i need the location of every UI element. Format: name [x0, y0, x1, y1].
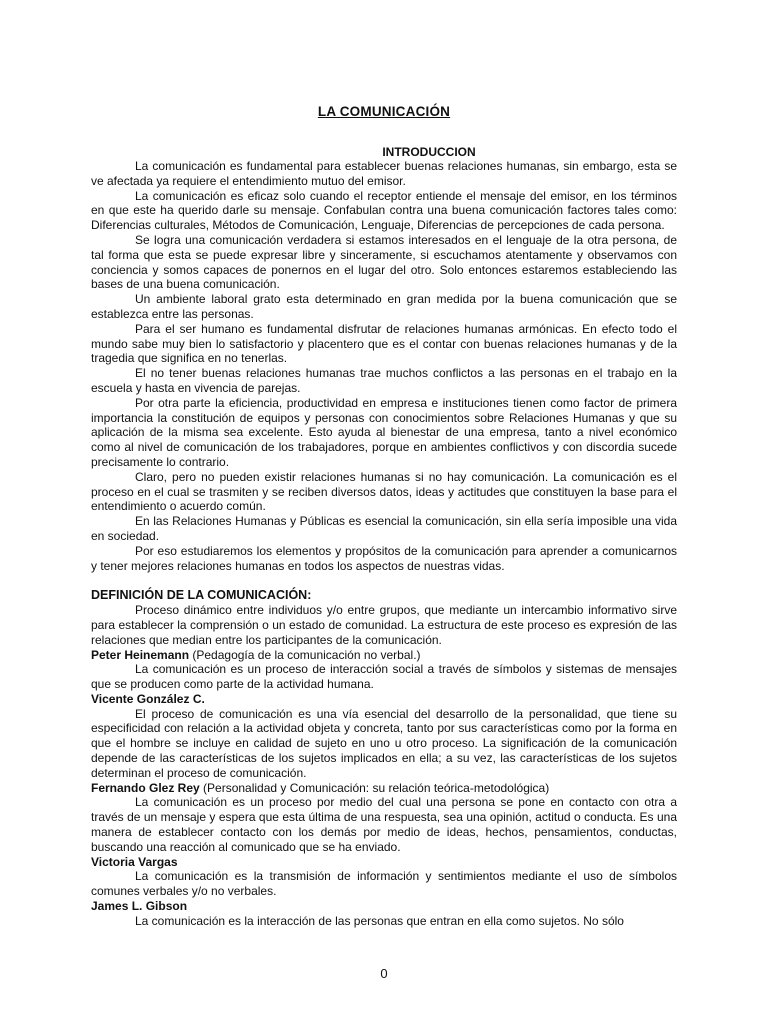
author-line — [91, 855, 677, 870]
intro-paragraph: La comunicación es eficaz solo cuando el receptor entiende el mensaje del emisor, en los términos en que este ha querido darle su mensaje. Confabulan contra una buena comunicación factores tales como: Diferencias culturales, Métodos de Comunicación, Lenguaje, Diferencias de percepciones de cada persona. — [91, 188, 677, 233]
intro-paragraph: Claro, pero no pueden existir relaciones humanas si no hay comunicación. La comunicación es el proceso en el cual se trasmiten y se reciben diversos datos, ideas y actitudes que constituyen la base para el entendimiento o acuerdo común. — [91, 469, 677, 514]
document-title: LA COMUNICACIÓN — [317, 104, 451, 119]
author-name: Vicente González C. — [91, 691, 205, 706]
author-line — [91, 692, 677, 707]
author-name: Peter Heinemann — [91, 647, 190, 662]
definition-paragraph: Proceso dinámico entre individuos y/o entre grupos, que mediante un intercambio informativo sirve para establecer la comprensión o un estado de comunidad. La estructura de este proceso es expresión de las relaciones que median entre los participantes de la comunicación. — [91, 603, 677, 647]
intro-paragraph: Un ambiente laboral grato esta determinado en gran medida por la buena comunicación que se establezca entre las personas. — [91, 292, 677, 321]
page-number: 0 — [380, 966, 388, 981]
author-line — [91, 648, 677, 663]
author-line — [91, 781, 677, 796]
author-definitions — [91, 648, 677, 929]
author-note: (Personalidad y Comunicación: su relación teórica-metodológica) — [199, 780, 550, 795]
intro-paragraph: En las Relaciones Humanas y Públicas es esencial la comunicación, sin ella sería imposible una vida en sociedad. — [91, 514, 677, 543]
intro-paragraph: El no tener buenas relaciones humanas trae muchos conflictos a las personas en el trabajo en la escuela y hasta en vivencia de parejas. — [91, 366, 677, 395]
intro-paragraph: Por eso estudiaremos los elementos y propósitos de la comunicación para aprender a comunicarnos y tener mejores relaciones humanas en todos los aspectos de nuestras vidas. — [91, 543, 677, 573]
definition-heading: DEFINICIÓN DE LA COMUNICACIÓN: — [91, 588, 312, 603]
author-line — [91, 899, 677, 914]
author-quote: La comunicación es un proceso de interacción social a través de símbolos y sistemas de mensajes que se producen como parte de la actividad humana. — [91, 662, 677, 692]
intro-heading: INTRODUCCION — [382, 145, 476, 159]
author-note: (Pedagogía de la comunicación no verbal.) — [189, 647, 421, 662]
intro-paragraph: La comunicación es fundamental para establecer buenas relaciones humanas, sin embargo, esta se ve afectada ya requiere el entendimiento mutuo del emisor. — [91, 159, 677, 188]
author-name: James L. Gibson — [91, 899, 188, 914]
intro-paragraph: Por otra parte la eficiencia, productividad en empresa e instituciones tienen como factor de primera importancia la constitución de equipos y personas con conocimientos sobre Relaciones Humanas y que su aplicación de la misma sea excelente. Esto ayuda al bienestar de una empresa, tanto a nivel económico como al nivel de comunicación de los trabajadores, porque en ambientes conflictivos y con discordia sucede precisamente lo contrario. — [91, 395, 677, 469]
author-quote: El proceso de comunicación es una vía esencial del desarrollo de la personalidad, que tiene su especificidad con relación a la actividad objeta y concreta, tanto por sus características como por la forma en que el hombre se incluye en calidad de sujeto en uno u otro proceso. La significación de la comunicación depende de las características de los sujetos implicados en ella; a su vez, las características de los sujetos determinan el proceso de comunicación. — [91, 706, 677, 780]
intro-paragraph: Se logra una comunicación verdadera si estamos interesados en el lenguaje de la otra persona, de tal forma que esta se puede expresar libre y sinceramente, si escuchamos atentamente y observamos con conciencia y somos capaces de ponernos en el lugar del otro. Solo entonces estaremos estableciendo las bases de una buena comunicación. — [91, 232, 677, 292]
author-quote: La comunicación es la interacción de las personas que entran en ella como sujetos. No sólo — [135, 913, 624, 928]
author-name: Fernando Glez Rey — [91, 780, 200, 795]
intro-paragraph: Para el ser humano es fundamental disfrutar de relaciones humanas armónicas. En efecto todo el mundo sabe muy bien lo satisfactorio y placentero que es el contar con buenas relaciones humanas y de la tragedia que significa en no tenerlas. — [91, 321, 677, 366]
author-quote: La comunicación es la transmisión de información y sentimientos mediante el uso de símbolos comunes verbales y/o no verbales. — [91, 869, 677, 899]
author-name: Victoria Vargas — [91, 854, 178, 869]
intro-section — [91, 159, 677, 573]
author-quote: La comunicación es un proceso por medio del cual una persona se pone en contacto con otra a través de un mensaje y espera que esta última de una respuesta, sea una opinión, actitud o conducta. Es una manera de establecer contacto con los demás por medio de ideas, hechos, pensamientos, conductas, buscando una reacción al comunicado que se ha enviado. — [91, 795, 677, 854]
